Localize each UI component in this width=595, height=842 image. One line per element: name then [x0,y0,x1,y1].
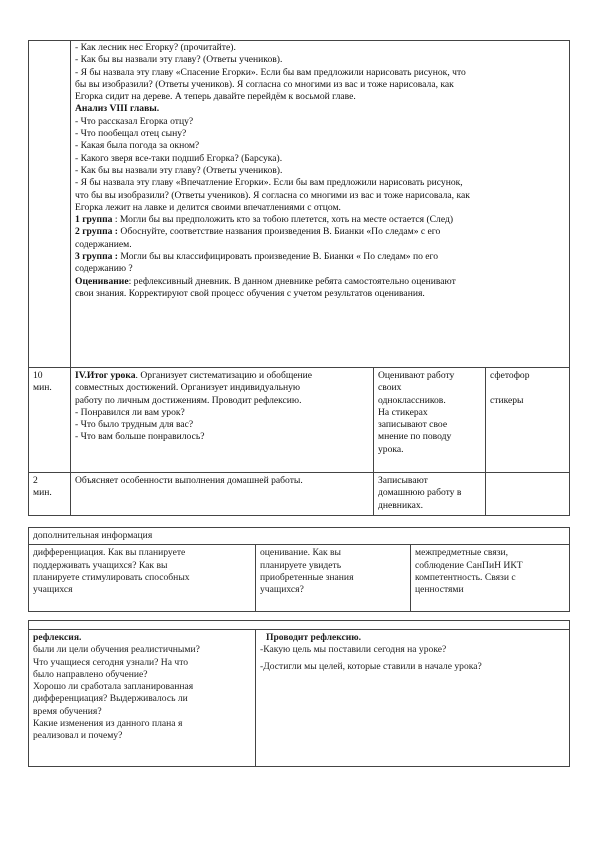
info-header: дополнительная информация [29,528,570,545]
resource-item: стикеры [490,394,524,406]
group-1-line [75,214,565,226]
text-line: - Какого зверя все-таки подшиб Егорка? (Барсука). [75,152,283,164]
summary-text: . Организует систематизацию и обобщение [135,370,313,381]
reflection-questions-cell [29,630,256,767]
text-line: домашнюю работу в [378,487,462,499]
teacher-activity-cell [71,368,374,473]
assessment-label: Оценивание [75,275,129,287]
text-line: -Какую цель мы поставили сегодня на уроке? [260,644,447,656]
info-table [28,527,570,612]
group-text: Обоснуйте, соответствие названия произведения В. Бианки «По следам» с его [118,226,441,238]
time-value: 10 [33,370,43,381]
lesson-row-summary [29,368,570,473]
info-header-row [29,528,570,545]
resource-item: сфетофор [490,370,530,381]
text-line: учащихся? [260,584,304,596]
text-line: приобретенные знания [260,571,354,583]
time-value: 2 [33,475,38,486]
time-cell-empty [29,41,71,368]
text-line: работу по личным достижениям. Проводит рефлексию. [75,394,302,406]
text-line: Егорка лежит на лавке и делится своими впечатлениями с отцом. [75,201,341,213]
group-label: 3 группа : [75,251,119,263]
text-line: соблюдение СанПиН ИКТ [415,559,523,571]
group-text: : Могли бы вы предположить кто за тобою плетется, хоть на месте остается (След) [112,214,454,226]
text-line: - Что было трудным для вас? [75,419,194,431]
info-row [29,545,570,612]
text-line: компетентность. Связи с [415,571,516,583]
assessment-line [75,276,565,288]
text-line: своих [378,382,402,394]
links-cell [411,545,570,612]
reflection-table [28,620,570,767]
reflection-conduct-heading: Проводит рефлексию. [266,632,362,643]
text-line: Что учащиеся сегодня узнали? На что [33,656,189,668]
group-label: 2 группа : [75,226,119,238]
time-unit: мин. [33,382,52,394]
time-unit: мин. [33,487,52,499]
summary-first-line [75,370,369,382]
group-2-line [75,226,565,238]
text-line: - Я бы назвала эту главу «Спасение Егорки». Если бы вам предложили нарисовать рисунок, что [75,66,466,78]
text-line: Какие изменения из данного плана я [33,718,183,730]
lesson-row-homework [29,473,570,516]
text-line: учащихся [33,584,73,596]
text-line: дифференциация? Выдерживалось ли [33,693,188,705]
text-line: записывают свое [378,419,448,431]
text-line: содержанию ? [75,263,133,275]
resources-cell [486,368,570,473]
differentiation-cell [29,545,256,612]
text-line: дневниках. [378,499,424,511]
text-line: - Что пообещал отец сыну? [75,128,187,140]
reflection-conduct-cell [256,630,570,767]
text-line: Записывают [378,475,428,486]
text-line: Объясняет особенности выполнения домашней работы. [75,475,303,486]
text-line: - Понравился ли вам урок? [75,406,185,418]
text-line: дифференциация. Как вы планируете [33,547,186,559]
text-line: - Я бы назвала эту главу «Впечатление Егорки». Если бы вам предложили нарисовать рисунок, [75,177,463,189]
text-line: планируете стимулировать способных [33,571,190,583]
text-line: - Как бы вы назвали эту главу? (Ответы учеников). [75,164,283,176]
text-line: было направлено обучение? [33,668,148,680]
text-line: что бы вы изобразили? (Ответы учеников). Я согласна со многими из вас и тоже нарисовала, как [75,189,470,201]
text-line: бы вы изобразили? (Ответы учеников). Я согласна со многими из вас и тоже нарисовала, как [75,78,454,90]
reflection-heading: рефлексия. [33,632,82,643]
lesson-row-analysis [29,41,570,368]
text-line: реализовал и почему? [33,730,123,742]
text-line: - Как лесник нес Егорку? (прочитайте). [75,42,236,53]
analysis-cell [71,41,570,368]
group-3-line [75,251,565,263]
text-line: время обучения? [33,705,102,717]
lesson-table [28,40,570,516]
text-line: Оценивают работу [378,370,455,381]
reflection-top-row [29,621,570,630]
group-text: Могли бы вы классифицировать произведение В. Бианки « По следам» по его [118,251,439,263]
resource-spacer [490,382,565,394]
text-line: -Достигли мы целей, которые ставили в начале урока? [260,660,482,672]
text-line: Хорошо ли сработала запланированная [33,681,194,693]
assessment-text: : рефлексивный дневник. В данном дневнике ребята самостоятельно оценивают [128,275,456,287]
time-cell [29,473,71,516]
text-line: На стикерах [378,406,428,418]
resources-cell [486,473,570,516]
text-line: - Что вам больше понравилось? [75,431,205,443]
text-line: ценностями [415,584,464,596]
text-line: - Как бы вы назвали эту главу? (Ответы учеников). [75,54,283,66]
text-line: мнение по поводу [378,431,452,443]
text-line: Егорка сидит на дереве. А теперь давайте перейдём к восьмой главе. [75,91,356,103]
text-line: межпредметные связи, [415,547,509,559]
group-label: 1 группа [75,214,113,226]
text-line: поддерживать учащихся? Как вы [33,559,168,571]
student-activity-cell [374,473,486,516]
text-line: совместных достижений. Организует индивидуальную [75,382,301,394]
text-line: - Что рассказал Егорка отцу? [75,115,194,127]
text-line: урока. [378,443,404,455]
text-line: планируете увидеть [260,559,342,571]
assessment-cell [256,545,411,612]
summary-heading: IV.Итог урока [75,370,136,381]
text-line: одноклассников. [378,394,446,406]
section-heading: Анализ VIII главы. [75,103,160,115]
time-cell [29,368,71,473]
text-line: - Какая была погода за окном? [75,140,200,152]
text-line: свои знания. Корректируют свой процесс обучения с учетом результатов оценивания. [75,287,425,299]
teacher-activity-cell [71,473,374,516]
text-line: были ли цели обучения реалистичными? [33,644,200,656]
student-activity-cell [374,368,486,473]
reflection-row [29,630,570,767]
text-line: содержанием. [75,238,132,250]
text-line: оценивание. Как вы [260,547,342,559]
reflection-spacer [29,621,570,630]
